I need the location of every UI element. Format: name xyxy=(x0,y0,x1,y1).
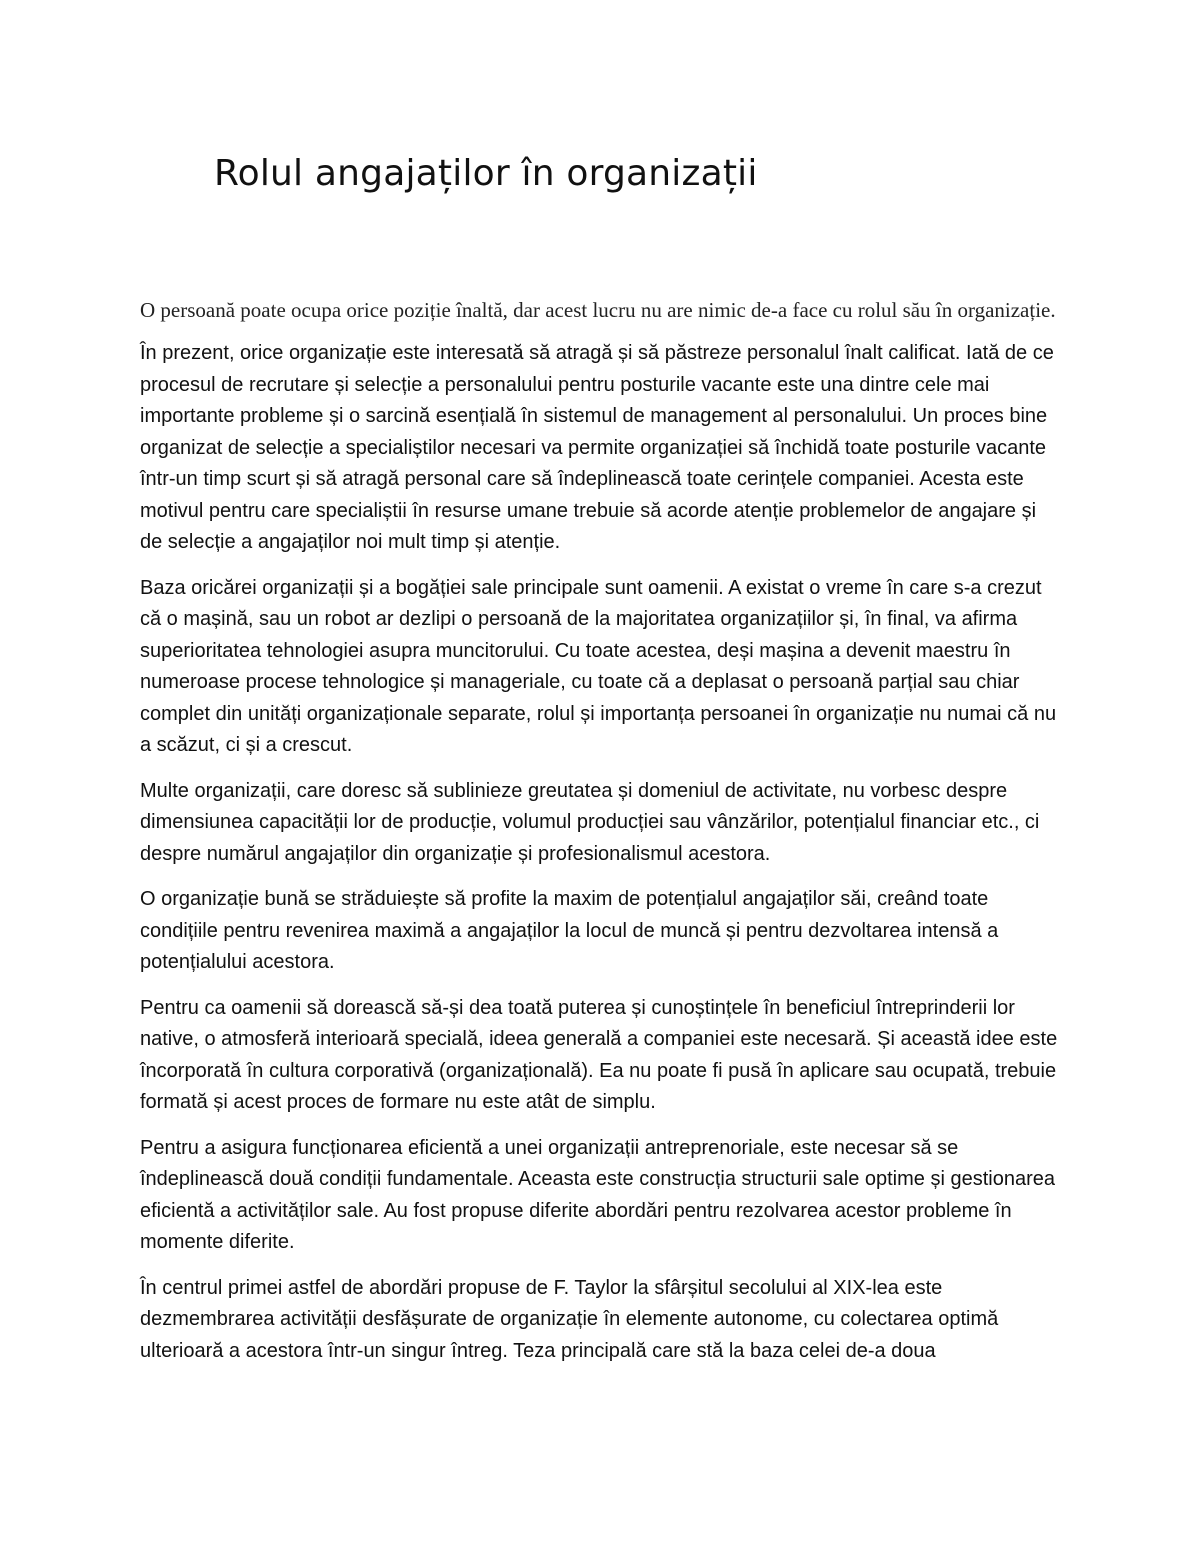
paragraph-taylor-approach: În centrul primei astfel de abordări propuse de F. Taylor la sfârșitul secolului al XIX-lea este dezmembrarea activității desfășurate de organizație în elemente autonome, cu colectarea optimă ulterioară a acestora într-un singur întreg. Teza principală care stă la baza celei de-a doua xyxy=(140,1276,999,1362)
paragraph-employee-potential: O organizație bună se străduiește să profite la maxim de potențialul angajaților săi, creând toate condițiile pentru revenirea maximă a angajaților la locul de muncă și pentru dezvoltarea intensă a potențialului acestora. xyxy=(140,888,999,973)
document-body xyxy=(140,295,1060,1381)
paragraph-organization-size: Multe organizații, care doresc să sublinieze greutatea și domeniul de activitate, nu vorbesc despre dimensiunea capacității lor de producție, volumul producției sau vânzărilor, potențialul financiar etc., ci despre numărul angajaților din organizație și profesionalismul acestora. xyxy=(140,779,1040,865)
paragraph-people-basis: Baza oricărei organizații și a bogăției sale principale sunt oamenii. A existat o vreme în care s-a crezut că o mașină, sau un robot ar dezlipi o persoană de la majoritatea organizațiilor și, în final, va afirma superioritatea tehnologiei asupra muncitorului. Cu toate acestea, deși mașina a devenit maestru în numeroase procese tehnologice și manageriale, cu toate că a deplasat o persoană parțial sau chiar complet din unități organizaționale separate, rolul și importanța persoanei în organizație nu numai că nu a scăzut, ci și a crescut. xyxy=(140,576,1057,756)
paragraph-corporate-culture: Pentru ca oamenii să dorească să-și dea toată puterea și cunoștințele în beneficiul întreprinderii lor native, o atmosferă interioară specială, ideea generală a companiei este necesară. Și această idee este încorporată în cultura corporativă (organizațională). Ea nu poate fi pusă în aplicare sau ocupată, trebuie formată și acest proces de formare nu este atât de simplu. xyxy=(140,996,1058,1113)
paragraph-intro: O persoană poate ocupa orice poziție înaltă, dar acest lucru nu are nimic de-a face cu rolul său în organizație. xyxy=(140,298,1056,322)
document-title: Rolul angajaților în organizații xyxy=(214,153,758,194)
paragraph-efficient-functioning: Pentru a asigura funcționarea eficientă a unei organizații antreprenoriale, este necesar să se îndeplinească două condiții fundamentale. Aceasta este construcția structurii sale optime și gestionarea eficientă a activităților sale. Au fost propuse diferite abordări pentru rezolvarea acestor probleme în momente diferite. xyxy=(140,1136,1055,1253)
paragraph-recruitment: În prezent, orice organizație este interesată să atragă și să păstreze personalul înalt calificat. Iată de ce procesul de recrutare și selecție a personalului pentru posturile vacante este una dintre cele mai importante probleme și o sarcină esențială în sistemul de management al personalului. Un proces bine organizat de selecție a specialiștilor necesari va permite organizației să închidă toate posturile vacante într-un timp scurt și să atragă personal care să îndeplinească toate cerințele companiei. Acesta este motivul pentru care specialiștii în resurse umane trebuie să acorde atenție problemelor de angajare și de selecție a angajaților noi mult timp și atenție. xyxy=(140,342,1054,553)
